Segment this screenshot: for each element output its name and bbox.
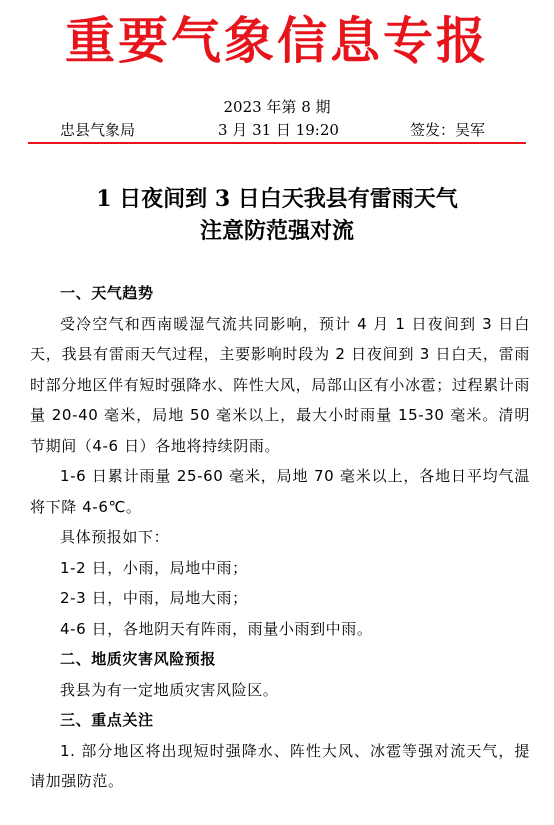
paragraph-geohazard: 我县为有一定地质灾害风险区。 (60, 680, 279, 699)
masthead: 重要气象信息专报 (65, 11, 489, 70)
forecast-intro: 具体预报如下： (60, 528, 170, 546)
header-rule (28, 142, 526, 144)
document-body (30, 278, 530, 797)
paragraph-weather-overview: 受冷空气和西南暖湿气流共同影响，预计 4 月 1 日夜间到 3 日白天，我县有雷雨天气过程，主要影响时段为 2 日夜间到 3 日白天，雷雨时部分地区伴有短时强降水、阵性大风，局部山区有小冰雹；过程累计雨量 20-40 毫米，局地 50 毫米以上，最大小时雨量 15-30 毫米。清明节期间（4-6 日）各地将持续阴雨。 (30, 314, 530, 455)
paragraph-key-focus: 1. 部分地区将出现短时强降水、阵性大风、冰雹等强对流天气，提请加强防范。 (30, 741, 530, 790)
issue-datetime: 3 月 31 日 19:20 (218, 121, 339, 139)
document-title-line2: 注意防范强对流 (199, 218, 354, 244)
section-heading-key-focus: 三、重点关注 (60, 711, 154, 729)
forecast-item: 2-3 日，中雨，局地大雨； (60, 589, 248, 607)
issuing-agency: 忠县气象局 (60, 121, 136, 139)
section-heading-geohazard: 二、地质灾害风险预报 (60, 650, 217, 668)
forecast-item: 4-6 日，各地阴天有阵雨，雨量小雨到中雨。 (60, 619, 373, 638)
paragraph-accumulated-rainfall: 1-6 日累计雨量 25-60 毫米，局地 70 毫米以上，各地日平均气温将下降 4-6℃。 (30, 467, 530, 516)
issue-number: 2023 年第 8 期 (223, 98, 331, 116)
section-heading-weather-trend: 一、天气趋势 (60, 284, 154, 302)
document-title-line1: 1 日夜间到 3 日白天我县有雷雨天气 (96, 186, 458, 212)
signer: 签发：吴军 (410, 121, 486, 139)
forecast-item: 1-2 日，小雨，局地中雨； (60, 558, 248, 577)
